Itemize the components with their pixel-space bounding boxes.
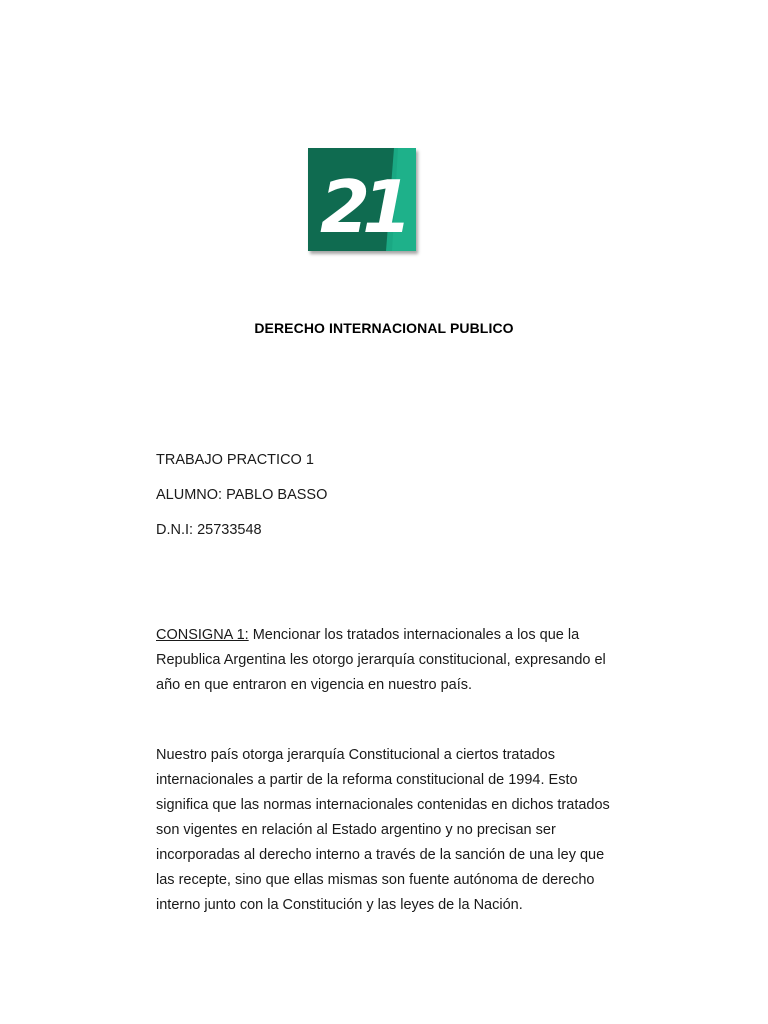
trabajo-practico-line: TRABAJO PRACTICO 1 xyxy=(156,452,314,468)
consigna-line: Mencionar los tratados internacionales a los que la xyxy=(248,627,580,643)
body-line: significa que las normas internacionales contenidas en dichos tratados xyxy=(156,797,610,813)
university-logo xyxy=(308,148,416,251)
body-line: internacionales a partir de la reforma constitucional de 1994. Esto xyxy=(156,772,578,788)
consigna-line: Republica Argentina les otorgo jerarquía constitucional, expresando el xyxy=(156,652,606,668)
dni-line: D.N.I: 25733548 xyxy=(156,522,262,538)
body-line: incorporadas al derecho interno a través de la sanción de una ley que xyxy=(156,847,605,863)
body-line: Nuestro país otorga jerarquía Constitucional a ciertos tratados xyxy=(156,747,555,763)
consigna-paragraph xyxy=(156,623,656,698)
logo-text: 21 xyxy=(320,165,405,249)
body-paragraph xyxy=(156,743,656,918)
alumno-line: ALUMNO: PABLO BASSO xyxy=(156,487,328,503)
consigna-label: CONSIGNA 1: xyxy=(156,627,249,643)
consigna-line: año en que entraron en vigencia en nuestro país. xyxy=(156,677,473,693)
body-line: las recepte, sino que ellas mismas son fuente autónoma de derecho xyxy=(156,872,595,888)
document-title: DERECHO INTERNACIONAL PUBLICO xyxy=(254,320,514,336)
body-line: son vigentes en relación al Estado argentino y no precisan ser xyxy=(156,822,556,838)
body-line: interno junto con la Constitución y las leyes de la Nación. xyxy=(156,897,523,913)
